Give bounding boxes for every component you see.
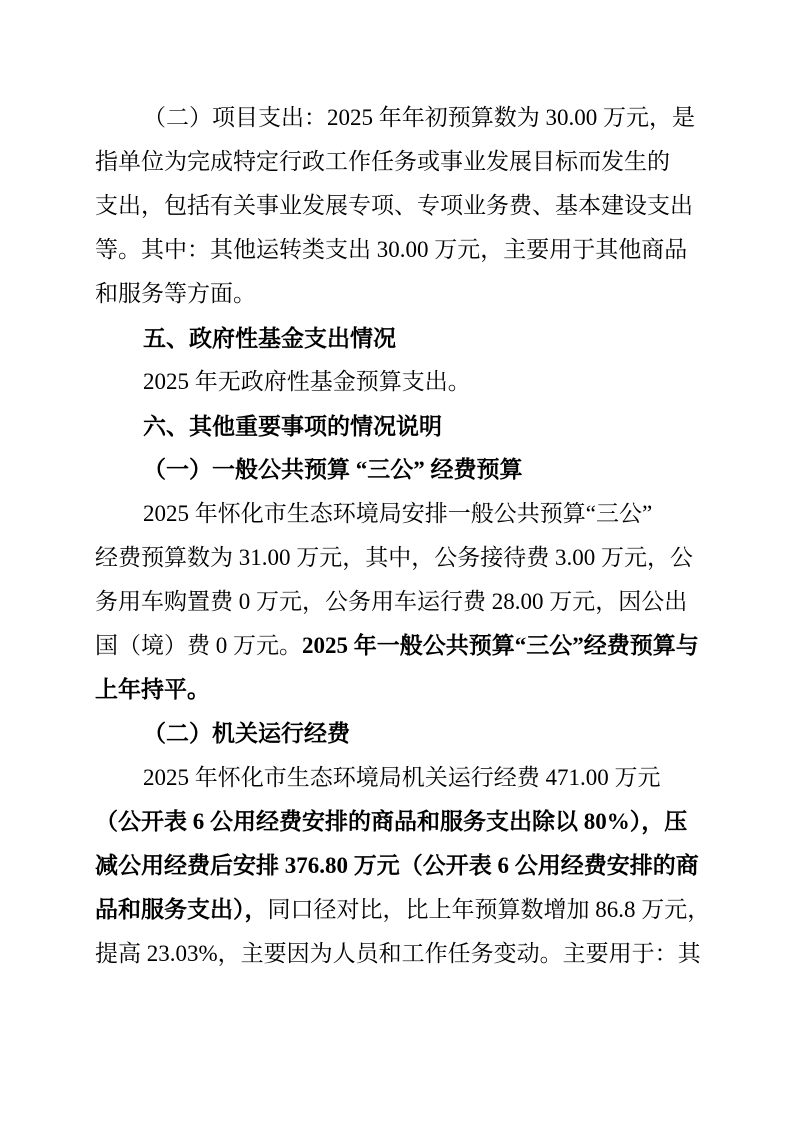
bold-text-run: 减公用经费后安排 376.80 万元（公开表 6 公用经费安排的商 xyxy=(95,853,699,878)
text-run: 提高 23.03%，主要因为人员和工作任务变动。主要用于：其 xyxy=(95,941,701,966)
text-run: 2025 年无政府性基金预算支出。 xyxy=(143,369,471,394)
bold-text-run: 上年持平。 xyxy=(95,677,210,702)
text-line xyxy=(95,800,697,844)
text-line xyxy=(95,228,697,272)
text-line xyxy=(95,624,697,668)
text-line xyxy=(95,668,697,712)
heading-line xyxy=(95,316,697,360)
text-line xyxy=(95,888,711,932)
text-run: 国（境）费 0 万元。 xyxy=(95,633,302,658)
text-line xyxy=(95,492,697,536)
bold-text-run: （二）机关运行经费 xyxy=(143,721,350,746)
text-run: （二）项目支出：2025 年年初预算数为 30.00 万元，是 xyxy=(143,105,695,130)
bold-text-run: （公开表 6 公用经费安排的商品和服务支出除以 80%），压 xyxy=(95,809,688,834)
text-run: 和服务等方面。 xyxy=(95,281,256,306)
text-run: 支出，包括有关事业发展专项、专项业务费、基本建设支出 xyxy=(95,193,693,218)
text-line xyxy=(95,140,697,184)
text-line xyxy=(95,756,697,800)
text-run: 等。其中：其他运转类支出 30.00 万元，主要用于其他商品 xyxy=(95,237,688,262)
document-body xyxy=(95,96,711,976)
bold-text-run: 2025 年一般公共预算“三公”经费预算与 xyxy=(302,633,699,658)
text-line xyxy=(95,184,697,228)
heading-line xyxy=(95,712,697,756)
text-run: 务用车购置费 0 万元，公务用车运行费 28.00 万元，因公出 xyxy=(95,589,688,614)
text-line xyxy=(95,536,697,580)
text-line xyxy=(95,844,697,888)
text-line xyxy=(95,96,697,140)
text-run: 指单位为完成特定行政工作任务或事业发展目标而发生的 xyxy=(95,149,670,174)
text-run: 2025 年怀化市生态环境局机关运行经费 471.00 万元 xyxy=(143,765,661,790)
heading-line xyxy=(95,404,697,448)
text-run: 经费预算数为 31.00 万元，其中，公务接待费 3.00 万元，公 xyxy=(95,545,693,570)
text-line xyxy=(95,360,697,404)
text-run: 2025 年怀化市生态环境局安排一般公共预算“三公” xyxy=(143,501,653,526)
text-line xyxy=(95,932,701,976)
text-line xyxy=(95,272,697,316)
bold-text-run: 品和服务支出）， xyxy=(95,897,268,922)
heading-line xyxy=(95,448,697,492)
bold-text-run: 五、政府性基金支出情况 xyxy=(143,325,396,351)
text-run: 同口径对比，比上年预算数增加 86.8 万元， xyxy=(267,897,711,922)
bold-text-run: （一）一般公共预算 “三公” 经费预算 xyxy=(143,457,523,482)
text-line xyxy=(95,580,697,624)
bold-text-run: 六、其他重要事项的情况说明 xyxy=(143,413,442,439)
